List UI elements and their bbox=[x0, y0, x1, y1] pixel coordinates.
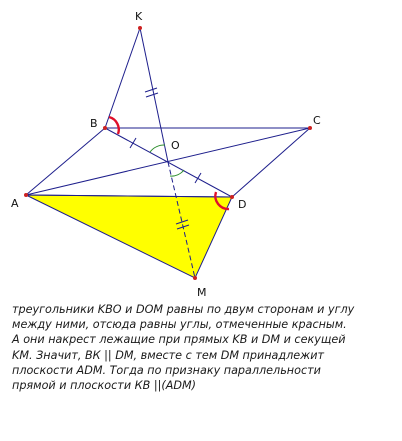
label-o: O bbox=[171, 139, 180, 152]
point-b bbox=[103, 126, 107, 130]
point-a bbox=[24, 193, 28, 197]
tick-ko-2 bbox=[146, 93, 158, 97]
point-c bbox=[308, 126, 312, 130]
triangle-adm-fill bbox=[26, 195, 232, 278]
label-k: K bbox=[135, 10, 143, 23]
segment-kb bbox=[105, 28, 140, 128]
tick-od bbox=[195, 173, 201, 183]
caption-line: А они накрест лежащие при прямых KB и DM и секущей bbox=[12, 333, 346, 347]
caption-line: плоскости ADM. Тогда по признаку параллельности bbox=[12, 363, 321, 377]
caption-line: KM. Значит, ВК || DM, вместе с тем DM принадлежит bbox=[12, 348, 325, 362]
tick-ko-1 bbox=[145, 88, 157, 92]
angle-arc-top bbox=[150, 145, 165, 152]
segment-ko bbox=[140, 28, 168, 162]
point-m bbox=[193, 276, 197, 280]
label-m: M bbox=[197, 286, 207, 299]
label-b: B bbox=[90, 117, 98, 130]
point-k bbox=[138, 26, 142, 30]
point-d bbox=[230, 195, 234, 199]
label-c: C bbox=[313, 114, 321, 127]
explanation-text bbox=[12, 302, 397, 393]
caption-line: треугольники KBO и DOM равны по двум сторонам и углу bbox=[12, 303, 355, 316]
angle-arc-bottom bbox=[170, 170, 184, 176]
segment-ab bbox=[26, 128, 105, 195]
caption-line: прямой и плоскости КВ ||(ADM) bbox=[12, 379, 197, 393]
label-d: D bbox=[238, 198, 247, 211]
tick-bo bbox=[130, 138, 136, 148]
caption-line: между ними, отсюда равны углы, отмеченные красным. bbox=[12, 318, 347, 332]
segment-cd bbox=[232, 128, 310, 197]
label-a: A bbox=[11, 197, 19, 210]
